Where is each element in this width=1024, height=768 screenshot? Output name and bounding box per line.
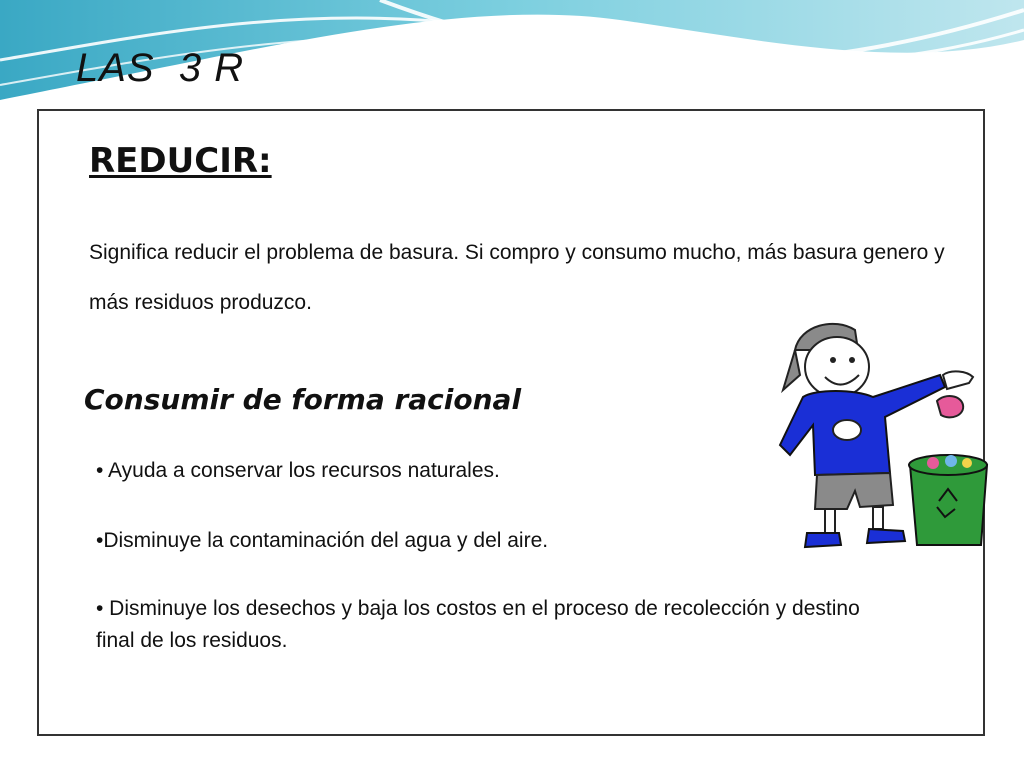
definition-paragraph: Significa reducir el problema de basura. Si compro y consumo mucho, más basura genero y más residuos produzco. bbox=[89, 241, 945, 314]
boy-recycling-trash-icon bbox=[755, 305, 1003, 567]
section-heading: REDUCIR: bbox=[89, 141, 272, 181]
subheading: Consumir de forma racional bbox=[84, 383, 522, 416]
bullet-item-3: • Disminuye los desechos y baja los costos en el proceso de recolección y destino final de los residuos. bbox=[96, 597, 860, 652]
slide-title: LAS 3 R bbox=[76, 46, 245, 90]
bullet-item-1: • Ayuda a conservar los recursos naturales. bbox=[96, 459, 500, 482]
bullet-item-2: •Disminuye la contaminación del agua y del aire. bbox=[96, 529, 549, 552]
